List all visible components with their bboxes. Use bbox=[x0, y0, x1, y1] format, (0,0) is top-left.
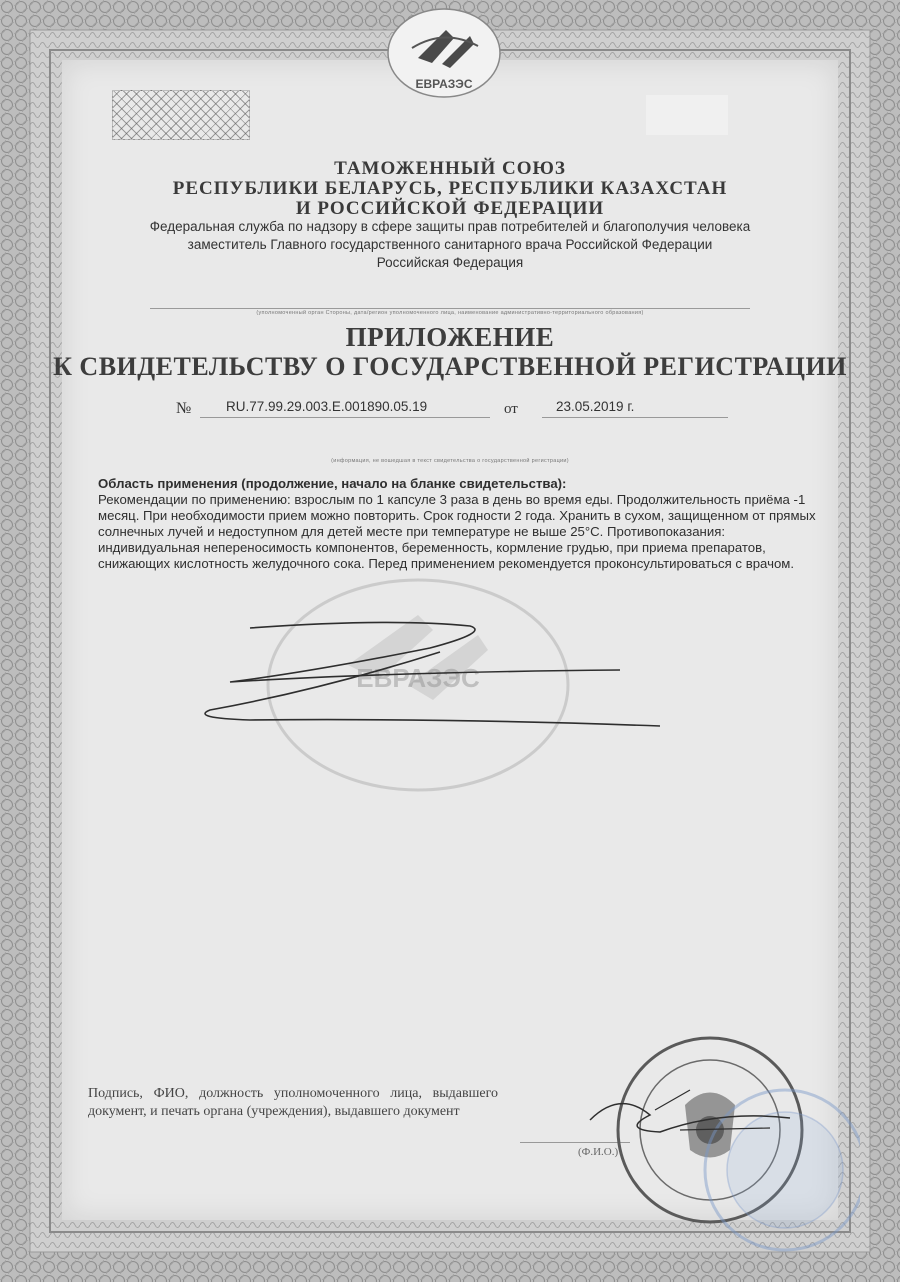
application-text bbox=[98, 476, 822, 572]
handwritten-signature bbox=[190, 610, 670, 740]
document-subtitle: К СВИДЕТЕЛЬСТВУ О ГОСУДАРСТВЕННОЙ РЕГИСТРАЦИИ bbox=[53, 352, 847, 381]
watermark-label: ЕВРАЗЭС bbox=[356, 663, 480, 693]
security-hatch bbox=[112, 90, 250, 140]
agency-name: Федеральная служба по надзору в сфере защиты прав потребителей и благополучия человека bbox=[149, 219, 751, 234]
signature-caption: Подпись, ФИО, должность уполномоченного лица, выдавшего документ, и печать органа (учреждения), выдавшего документ bbox=[88, 1086, 498, 1119]
registration-line bbox=[170, 398, 730, 422]
official-stamp bbox=[560, 1020, 860, 1270]
country-name: Российская Федерация bbox=[376, 255, 524, 270]
application-body: Рекомендации по применению: взрослым по 1 капсуле 3 раза в день во время еды. Продолжительность приёма -1 месяц. При необходимости прием можно повторить. Срок годности 2 года. Хранить в сухом, защищенном от прямых солнечных лучей и недоступном для детей месте при температуре не выше 25°С. Противопоказания: индивидуальная непереносимость компонентов, беременность, кормление грудью, при приема препаратов, снижающих кислотность желудочного сока. Перед применением рекомендуется проконсультироваться с врачом. bbox=[98, 492, 816, 571]
header-line-2: РЕСПУБЛИКИ БЕЛАРУСЬ, РЕСПУБЛИКИ КАЗАХСТАН bbox=[172, 178, 728, 199]
registration-date: 23.05.2019 г. bbox=[556, 399, 635, 414]
number-underline bbox=[200, 417, 490, 418]
corner-box bbox=[646, 95, 728, 135]
authority-caption: (уполномоченный орган Стороны, дата/регион уполномоченного лица, наименование административно-территориального образования) bbox=[150, 308, 750, 316]
document-title: ПРИЛОЖЕНИЕ bbox=[345, 322, 555, 352]
number-sign: № bbox=[176, 400, 192, 417]
registration-number: RU.77.99.29.003.E.001890.05.19 bbox=[226, 399, 428, 414]
header-line-1: ТАМОЖЕННЫЙ СОЮЗ bbox=[334, 158, 566, 179]
fio-label: (Ф.И.О.) bbox=[578, 1146, 619, 1158]
header-line-3: И РОССИЙСКОЙ ФЕДЕРАЦИИ bbox=[295, 198, 605, 219]
date-underline bbox=[542, 417, 728, 418]
official-title: заместитель Главного государственного санитарного врача Российской Федерации bbox=[187, 237, 713, 252]
emblem-label: ЕВРАЗЭС bbox=[415, 77, 473, 91]
application-lead: Область применения (продолжение, начало на бланке свидетельства): bbox=[98, 476, 567, 491]
from-label: от bbox=[504, 401, 518, 417]
info-caption: (информация, не вошедшая в текст свидетельства о государственной регистрации) bbox=[331, 458, 569, 464]
evrazes-emblem-icon bbox=[384, 8, 504, 103]
